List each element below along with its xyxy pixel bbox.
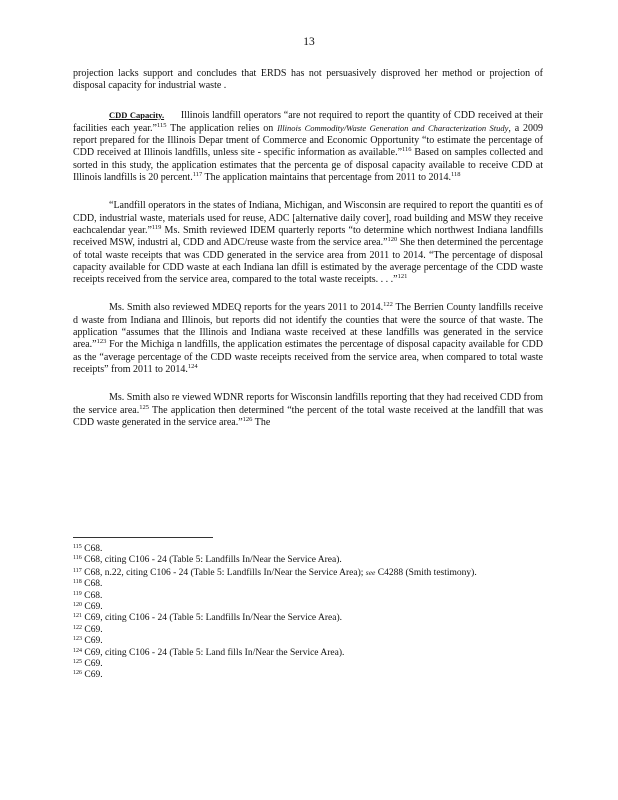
footnote-ref[interactable]: 125 [139, 403, 149, 411]
paragraph-text: The application maintains that percentage from 2011 to 2014. [204, 172, 452, 184]
footnote-text: C69. [84, 659, 103, 670]
footnote-number: 124 [73, 647, 82, 654]
section-heading-cdd-capacity: CDD Capacity. [109, 109, 165, 120]
footnote-item [73, 544, 543, 555]
footnote-ref[interactable]: 115 [156, 121, 167, 129]
paragraph-michigan-reports [73, 302, 543, 376]
document-body [73, 68, 543, 445]
footnote-text: C69, citing C106 - 24 (Table 5: Landfills In/Near the Service Area). [84, 613, 342, 624]
footnote-text: C4288 (Smith testimony). [377, 567, 477, 578]
footnote-number: 126 [73, 670, 82, 677]
paragraph-text: The [254, 416, 271, 428]
paragraph-text: “Landfill operators in the states of Indiana, Michigan, and Wisconsin are required to report the quantiti es of CDD, industrial waste, materials used for reuse, ADC [alternative daily cover], road building and MSW they receive eachcalendar year.” [73, 200, 543, 236]
footnote-ref[interactable]: 120 [387, 236, 398, 244]
paragraph-wisconsin-reports [73, 392, 543, 429]
footnote-item [73, 602, 543, 613]
footnote-number: 122 [73, 624, 82, 631]
paragraph-text: Based on samples collected and sorted in this study, the application estimates that the percenta ge of disposal capacity available to receive CDD at Illinois landfills is 20 percent. [73, 147, 544, 184]
footnote-text: C68. [84, 579, 103, 590]
footnote-number: 116 [73, 555, 82, 562]
footnote-text: C69. [84, 624, 103, 635]
footnote-divider [73, 537, 213, 538]
footnote-item [73, 591, 543, 602]
paragraph-text: The Berrien County landfills receive d waste from Indiana and Illinois, but reports did not identify the counties that were the source of that waste. The application “assumes that the Illinois and Indiana waste received at these landfills was generated in the service area.” [73, 302, 543, 351]
footnote-text: C69. [84, 636, 103, 647]
footnote-item [73, 659, 543, 670]
footnote-text: C68. [84, 590, 103, 601]
footnote-item [73, 670, 543, 681]
paragraph-text: She then determined the percentage of total waste receipts that was CDD generated in the service area from 2011 to 2014. “The percentage of disposal capacity available for CDD waste at each Indiana lan dfill is estimated by the average percentage of the CDD waste receipts received from the service area, compared to the total waste receipts. . . .” [73, 237, 544, 286]
footnote-number: 123 [73, 636, 82, 643]
page-number: 13 [303, 36, 315, 48]
footnote-ref[interactable]: 123 [96, 338, 107, 346]
paragraph-text: For the Michiga n landfills, the application estimates the percentage of disposal capacity available for CDD as the “average percentage of the CDD waste receipts received from the service area, when compared to total waste receipts” from 2011 to 2014. [73, 339, 544, 375]
footnote-number: 117 [73, 567, 82, 574]
footnote-ref[interactable]: 122 [383, 301, 393, 309]
paragraph-text: Ms. Smith also reviewed MDEQ reports for the years 2011 to 2014. [109, 302, 384, 314]
paragraph-text: Ms. Smith also re viewed WDNR reports for Wisconsin landfills reporting that they had received CDD from the service area. [73, 392, 543, 416]
footnote-text: C68, citing C106 - 24 (Table 5: Landfills In/Near the Service Area). [84, 555, 342, 566]
footnote-ref[interactable]: 126 [242, 415, 253, 423]
footnote-item [73, 579, 543, 590]
footnote-item [73, 555, 543, 566]
paragraph-text: , a 2009 report prepared for the Illinois Depar tment of Commerce and Economic Opportunity “to estimate the percentage of CDD received at Illinois landfills, unless site - specific information as available.” [73, 122, 543, 159]
footnote-text: C68, n.22, citing C106 - 24 (Table 5: Landfills In/Near the Service Area); [84, 567, 364, 578]
footnote-text: C68. [84, 544, 103, 554]
paragraph-text: The application then determined “the percent of the total waste received at the landfill that was CDD waste generated in the service area.” [73, 404, 543, 428]
footnote-item [73, 636, 543, 647]
footnote-number: 120 [73, 602, 82, 609]
footnote-ref[interactable]: 116 [402, 146, 412, 154]
footnote-item [73, 648, 543, 659]
paragraph-text: Ms. Smith reviewed IDEM quarterly reports “to determine which northwest Indiana landfills received MSW, industri al, CDD and ADC/reuse waste from the service area.” [73, 224, 543, 249]
footnote-ref[interactable]: 121 [397, 273, 408, 281]
footnote-item [73, 613, 543, 624]
footnote-number: 121 [73, 613, 82, 620]
footnotes [73, 544, 543, 682]
paragraph-text: The application relies on [170, 122, 274, 134]
footnote-item [73, 625, 543, 636]
footnote-number: 115 [73, 544, 82, 550]
footnote-number: 119 [73, 590, 82, 597]
paragraph-text: projection lacks support and concludes that ERDS has not persuasively disproved her method or projection of disposal capacity for industrial waste . [73, 68, 543, 92]
study-title: Illinois Commodity/Waste Generation and Characterization Study [277, 122, 509, 133]
footnote-ref[interactable]: 124 [187, 362, 198, 370]
paragraph-text: Illinois landfill operators “are not required to report the quantity of CDD received at their facilities each year.” [73, 109, 544, 134]
footnote-text: C69. [84, 602, 103, 613]
footnote-text: C69. [84, 670, 103, 681]
footnote-number: 118 [73, 579, 82, 586]
footnote-number: 125 [73, 659, 82, 666]
footnote-ref[interactable]: 118 [451, 171, 461, 179]
paragraph-cdd-capacity [73, 109, 543, 185]
footnote-ref[interactable]: 119 [151, 223, 162, 231]
paragraph-indiana-reports [73, 200, 543, 286]
footnote-see-signal: see [365, 567, 376, 577]
footnote-ref[interactable]: 117 [192, 171, 203, 179]
footnote-item [73, 567, 543, 579]
paragraph-projection-conclusion [73, 68, 543, 93]
footnote-text: C69, citing C106 - 24 (Table 5: Land fills In/Near the Service Area). [84, 647, 345, 658]
